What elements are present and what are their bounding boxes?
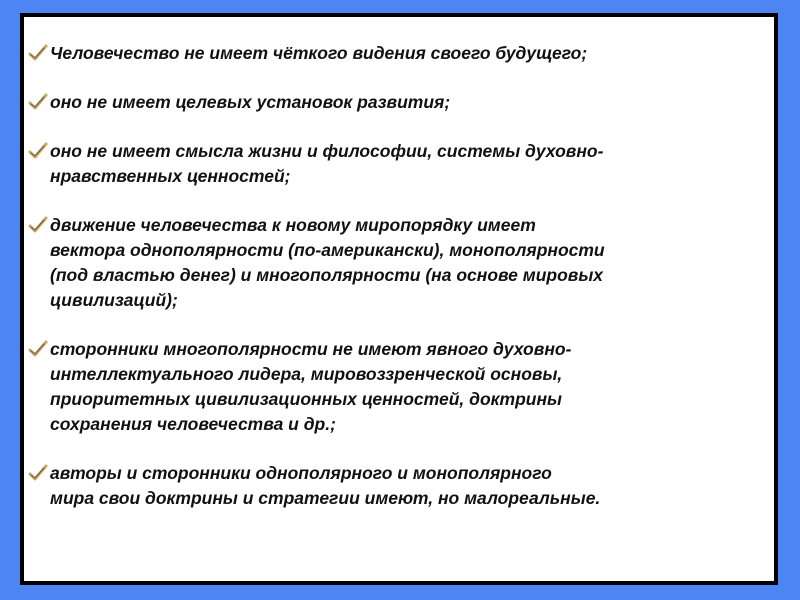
bullet-text-line: вектора однополярности (по-американски), монополярности <box>50 240 605 260</box>
bullet-item-5 <box>24 337 764 437</box>
bullet-text-line: нравственных ценностей; <box>50 166 291 186</box>
checkmark-icon <box>28 340 48 358</box>
bullet-text-line: оно не имеет смысла жизни и философии, системы духовно- <box>50 141 604 161</box>
bullet-text-line: оно не имеет целевых установок развития; <box>50 92 451 112</box>
bullet-text-line: мира свои доктрины и стратегии имеют, но малореальные. <box>50 488 601 508</box>
bullet-text-line: Человечество не имеет чёткого видения своего будущего; <box>50 43 588 63</box>
bullet-text-line: цивилизаций); <box>50 290 178 310</box>
checkmark-icon <box>28 142 48 160</box>
bullet-item-3 <box>24 139 764 189</box>
bullet-item-6 <box>24 461 764 511</box>
bullet-text-line: приоритетных цивилизационных ценностей, доктрины <box>50 389 562 409</box>
bullet-list <box>24 41 764 535</box>
bullet-text-line: авторы и сторонники однополярного и монополярного <box>50 463 552 483</box>
bullet-text-line: (под властью денег) и многополярности (на основе мировых <box>50 265 604 285</box>
bullet-item-1 <box>24 41 764 66</box>
checkmark-icon <box>28 216 48 234</box>
bullet-item-2 <box>24 90 764 115</box>
bullet-text-line: сторонники многополярности не имеют явного духовно- <box>50 339 572 359</box>
checkmark-icon <box>28 464 48 482</box>
bullet-item-4 <box>24 213 764 313</box>
checkmark-icon <box>28 93 48 111</box>
slide-card <box>20 13 778 585</box>
bullet-text-line: движение человечества к новому миропорядку имеет <box>50 215 536 235</box>
bullet-text-line: сохранения человечества и др.; <box>50 414 336 434</box>
bullet-text-line: интеллектуального лидера, мировоззренческой основы, <box>50 364 563 384</box>
checkmark-icon <box>28 44 48 62</box>
